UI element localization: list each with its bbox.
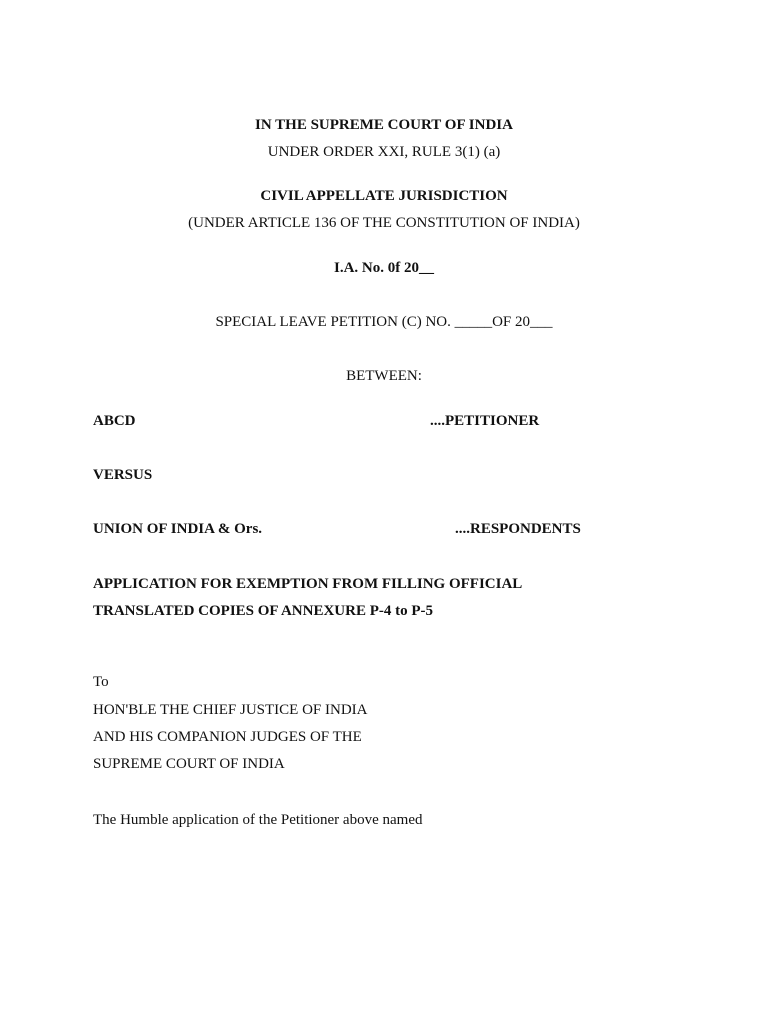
address-line1: HON'BLE THE CHIEF JUSTICE OF INDIA (93, 702, 368, 718)
jurisdiction-heading: CIVIL APPELLATE JURISDICTION (260, 188, 508, 204)
respondent-name: UNION OF INDIA & Ors. (93, 521, 263, 537)
article-reference: (UNDER ARTICLE 136 OF THE CONSTITUTION OF INDIA) (188, 215, 580, 231)
address-line2: AND HIS COMPANION JUDGES OF THE (93, 729, 362, 745)
order-reference: UNDER ORDER XXI, RULE 3(1) (a) (267, 144, 501, 160)
court-title: IN THE SUPREME COURT OF INDIA (255, 117, 513, 133)
address-to: To (93, 674, 109, 690)
petitioner-name: ABCD (93, 413, 136, 429)
slp-number: SPECIAL LEAVE PETITION (C) NO. _____OF 20___ (215, 314, 553, 330)
application-opening: The Humble application of the Petitioner above named (93, 812, 423, 828)
between-label: BETWEEN: (346, 368, 422, 384)
versus-label: VERSUS (93, 467, 153, 483)
address-line3: SUPREME COURT OF INDIA (93, 756, 285, 772)
application-title-line1: APPLICATION FOR EXEMPTION FROM FILLING OFFICIAL (93, 576, 523, 592)
respondent-role: ....RESPONDENTS (455, 521, 581, 537)
ia-number: I.A. No. 0f 20__ (334, 260, 434, 276)
petitioner-role: ....PETITIONER (430, 413, 540, 429)
application-title-line2: TRANSLATED COPIES OF ANNEXURE P-4 to P-5 (93, 603, 434, 619)
